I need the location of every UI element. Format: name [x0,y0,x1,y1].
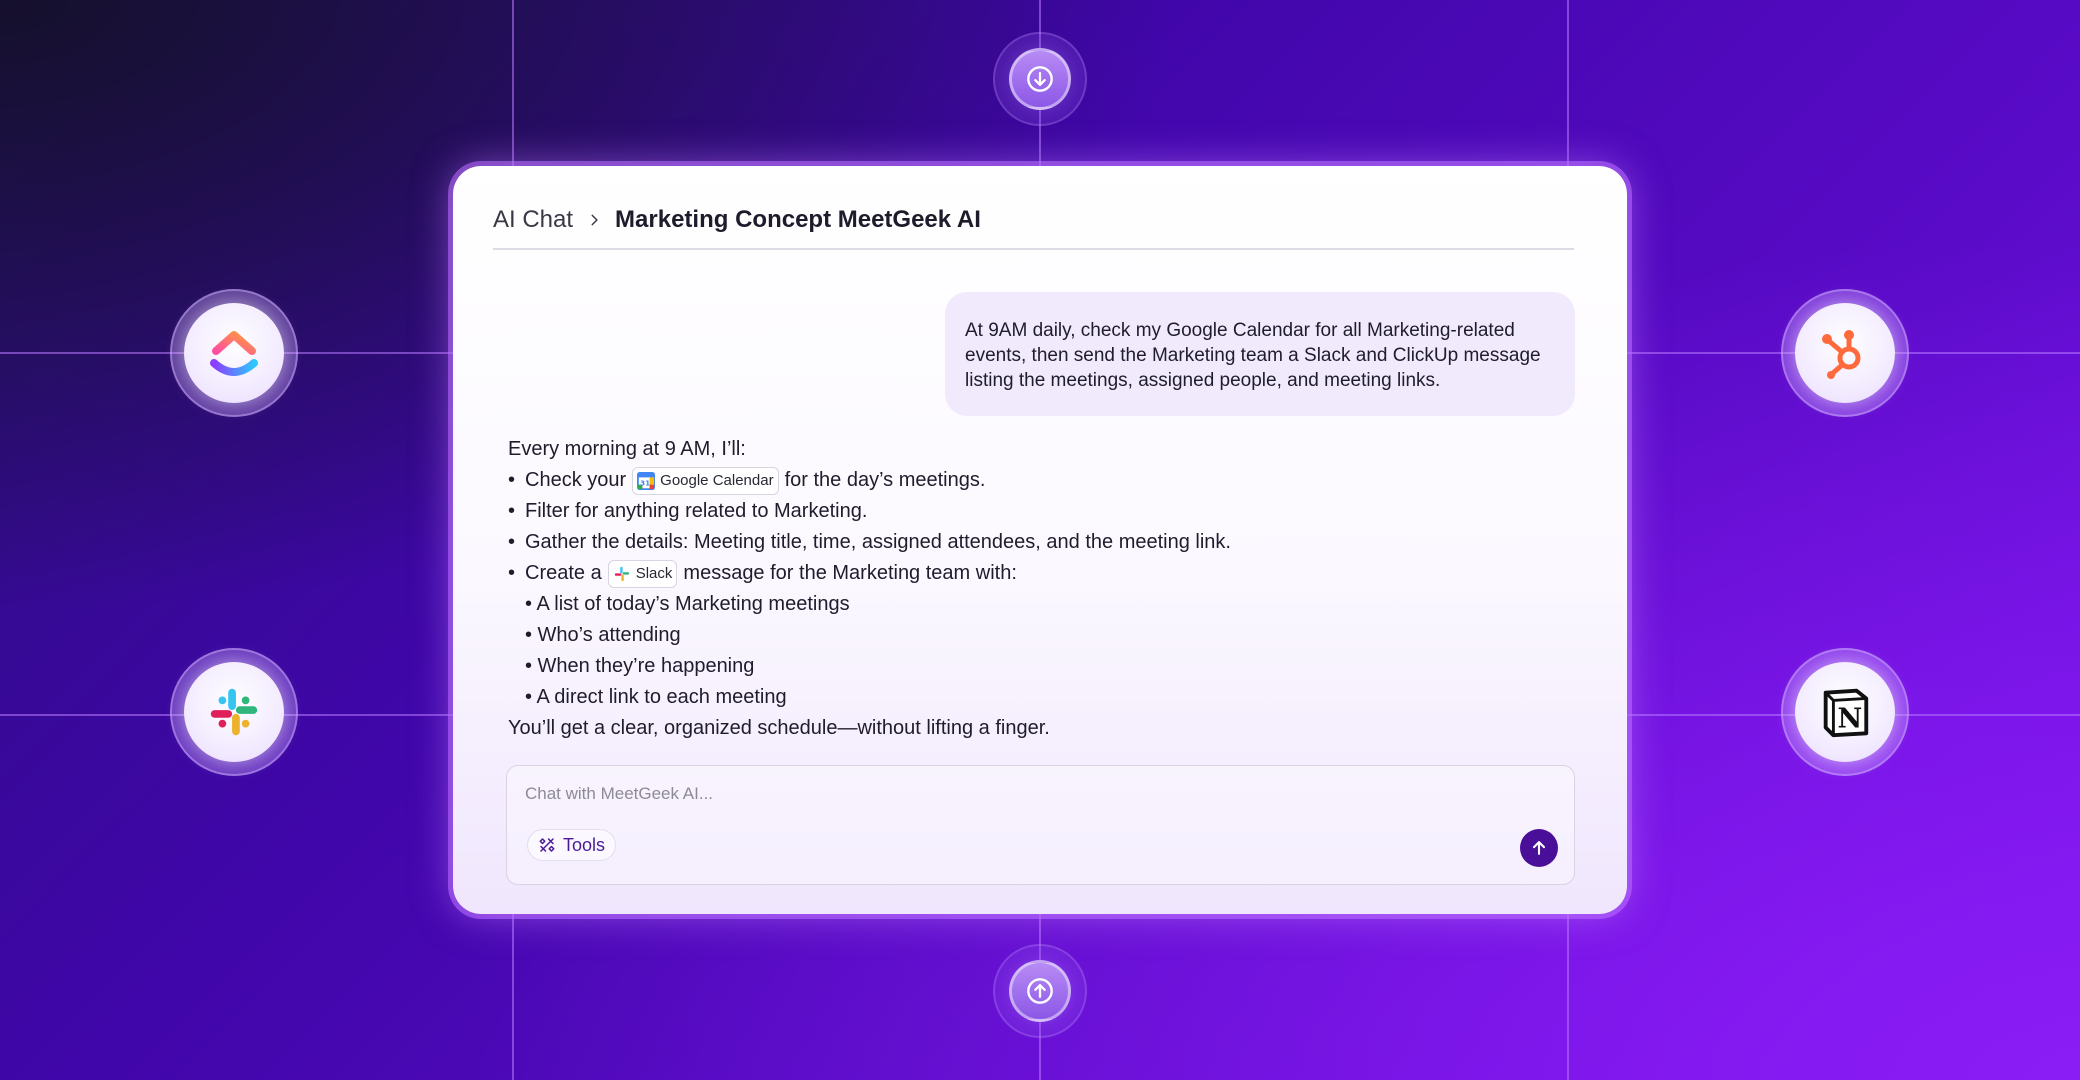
send-button[interactable] [1520,829,1558,867]
notion-icon [1816,683,1874,741]
clickup-node [170,289,298,417]
chat-composer [506,765,1575,885]
tools-label: Tools [563,834,606,855]
breadcrumb-root[interactable]: AI Chat [493,206,574,233]
notion-node [1781,648,1909,776]
reply-sub-item: • A list of today’s Marketing meetings [525,593,850,615]
svg-text:31: 31 [640,478,651,487]
reply-bullet: • Filter for anything related to Marketing. [508,500,868,522]
user-message-bubble: At 9AM daily, check my Google Calendar for all Marketing-related events, then send the Marketing team a Slack and ClickUp message listing the meetings, assigned people, and meeting links. [945,292,1575,416]
chat-input[interactable] [525,780,1325,808]
clickup-icon [204,323,264,383]
chat-card [453,166,1627,914]
reply-bullet: • Gather the details: Meeting title, time, assigned attendees, and the meeting link. [508,531,1231,553]
reply-sub-item: • When they’re happening [525,655,755,677]
google-calendar-chip[interactable]: 31 Google Calendar [632,467,778,495]
reply-outro: You’ll get a clear, organized schedule—without lifting a finger. [508,717,1050,739]
slack-icon [205,683,263,741]
google-calendar-icon [637,472,655,490]
slack-icon [613,565,631,583]
slack-node [170,648,298,776]
assistant-reply [508,434,1558,744]
tools-icon [538,836,556,854]
arrow-up-icon [1026,977,1054,1005]
tools-button[interactable] [527,829,616,861]
reply-bullet: • Create a Slack message for the Marketing team with: [508,558,1558,589]
reply-intro: Every morning at 9 AM, I’ll: [508,438,746,460]
slack-chip[interactable]: Slack [608,560,678,588]
reply-sub-item: • Who’s attending [525,624,681,646]
breadcrumb [493,204,1574,250]
arrow-down-node [993,32,1087,126]
arrow-up-icon [1529,838,1549,858]
arrow-up-node [993,944,1087,1038]
chevron-right-icon [587,213,601,227]
arrow-down-icon [1026,65,1054,93]
svg-text:N: N [1837,703,1863,735]
hubspot-node [1781,289,1909,417]
hubspot-icon [1815,323,1875,383]
reply-sub-item: • A direct link to each meeting [525,686,787,708]
reply-bullet: • Check your 31 Google Calendar for the day’s meetings. [508,465,1558,496]
breadcrumb-current: Marketing Concept MeetGeek AI [615,206,981,233]
